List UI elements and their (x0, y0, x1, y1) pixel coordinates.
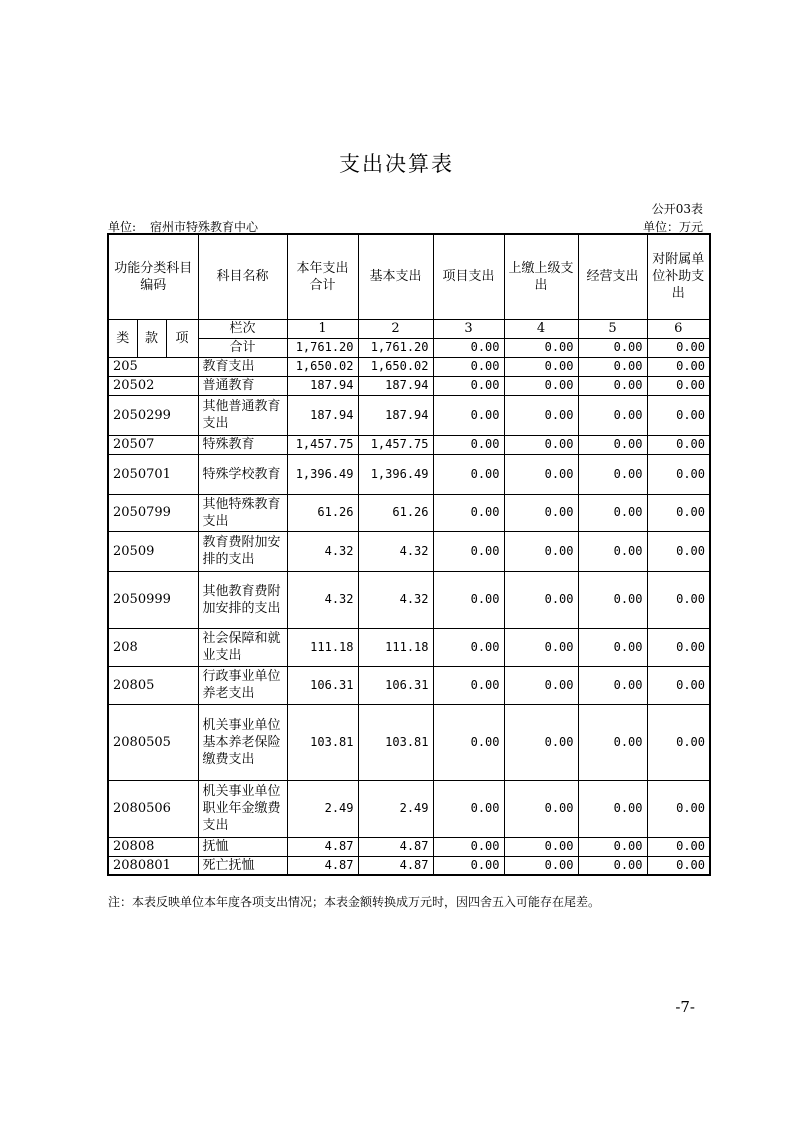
row-value: 0.00 (578, 704, 647, 780)
total-cell: 0.00 (433, 338, 504, 357)
row-value: 4.32 (358, 571, 433, 628)
row-value: 0.00 (433, 780, 504, 837)
total-cell: 1,761.20 (358, 338, 433, 357)
total-cell: 1,761.20 (287, 338, 358, 357)
row-value: 0.00 (647, 357, 710, 376)
col-number: 3 (433, 319, 504, 338)
row-code: 2050799 (108, 494, 198, 531)
row-value: 0.00 (433, 666, 504, 704)
row-code: 208 (108, 628, 198, 666)
table-row (108, 435, 710, 454)
table-row (108, 837, 710, 856)
table-number: 公开03表 (651, 202, 703, 216)
table-row (108, 628, 710, 666)
row-name: 社会保障和就业支出 (198, 628, 287, 666)
row-value: 0.00 (504, 376, 578, 395)
row-name: 其他教育费附加安排的支出 (198, 571, 287, 628)
header-remit: 上缴上级支出 (504, 234, 578, 319)
col-number: 5 (578, 319, 647, 338)
total-cell: 0.00 (578, 338, 647, 357)
row-value: 0.00 (647, 780, 710, 837)
row-value: 0.00 (647, 704, 710, 780)
table-row (108, 666, 710, 704)
row-value: 187.94 (358, 376, 433, 395)
row-value: 0.00 (433, 571, 504, 628)
row-code: 2080506 (108, 780, 198, 837)
row-name: 教育支出 (198, 357, 287, 376)
row-value: 106.31 (287, 666, 358, 704)
row-value: 0.00 (433, 395, 504, 435)
row-value: 4.32 (287, 531, 358, 571)
row-value: 4.87 (358, 837, 433, 856)
header-project: 项目支出 (433, 234, 504, 319)
row-name: 机关事业单位职业年金缴费支出 (198, 780, 287, 837)
row-value: 0.00 (578, 856, 647, 875)
row-value: 4.32 (358, 531, 433, 571)
row-value: 0.00 (433, 837, 504, 856)
row-value: 2.49 (287, 780, 358, 837)
row-name: 死亡抚恤 (198, 856, 287, 875)
row-code: 20808 (108, 837, 198, 856)
row-value: 0.00 (647, 628, 710, 666)
row-value: 0.00 (578, 780, 647, 837)
row-value: 0.00 (647, 856, 710, 875)
row-code: 2050999 (108, 571, 198, 628)
row-value: 4.87 (358, 856, 433, 875)
header-xiang: 项 (166, 319, 198, 357)
row-value: 187.94 (358, 395, 433, 435)
row-value: 0.00 (504, 454, 578, 494)
table-row (108, 395, 710, 435)
header-row (108, 234, 710, 319)
row-code: 2050299 (108, 395, 198, 435)
row-value: 0.00 (504, 395, 578, 435)
row-name: 行政事业单位养老支出 (198, 666, 287, 704)
row-value: 0.00 (578, 628, 647, 666)
row-value: 0.00 (433, 628, 504, 666)
row-value: 0.00 (504, 628, 578, 666)
row-name: 机关事业单位基本养老保险缴费支出 (198, 704, 287, 780)
row-value: 1,650.02 (287, 357, 358, 376)
row-value: 0.00 (578, 435, 647, 454)
row-name: 普通教育 (198, 376, 287, 395)
col-number: 6 (647, 319, 710, 338)
row-value: 4.32 (287, 571, 358, 628)
table-row (108, 704, 710, 780)
row-code: 20507 (108, 435, 198, 454)
row-value: 0.00 (433, 376, 504, 395)
col-number: 4 (504, 319, 578, 338)
page-title: 支出决算表 (339, 152, 454, 176)
row-name: 其他特殊教育支出 (198, 494, 287, 531)
row-value: 0.00 (578, 837, 647, 856)
row-value: 1,396.49 (358, 454, 433, 494)
total-cell: 0.00 (647, 338, 710, 357)
row-value: 1,457.75 (287, 435, 358, 454)
header-total: 本年支出合计 (287, 234, 358, 319)
row-name: 特殊学校教育 (198, 454, 287, 494)
total-label: 合计 (198, 338, 287, 357)
row-value: 0.00 (647, 454, 710, 494)
row-value: 103.81 (358, 704, 433, 780)
row-value: 0.00 (504, 780, 578, 837)
row-code: 205 (108, 357, 198, 376)
table-row (108, 376, 710, 395)
row-value: 0.00 (578, 454, 647, 494)
row-value: 0.00 (433, 494, 504, 531)
row-name: 特殊教育 (198, 435, 287, 454)
row-value: 1,457.75 (358, 435, 433, 454)
row-value: 111.18 (287, 628, 358, 666)
col-number: 1 (287, 319, 358, 338)
row-value: 103.81 (287, 704, 358, 780)
row-value: 1,396.49 (287, 454, 358, 494)
row-value: 61.26 (287, 494, 358, 531)
header-lei: 类 (108, 319, 137, 357)
row-value: 0.00 (647, 837, 710, 856)
table-row (108, 357, 710, 376)
row-value: 0.00 (578, 571, 647, 628)
row-code: 2080801 (108, 856, 198, 875)
table-row (108, 780, 710, 837)
row-value: 0.00 (433, 435, 504, 454)
col-number: 2 (358, 319, 433, 338)
row-value: 0.00 (433, 454, 504, 494)
row-value: 61.26 (358, 494, 433, 531)
row-value: 0.00 (504, 704, 578, 780)
row-value: 0.00 (647, 571, 710, 628)
header-operating: 经营支出 (578, 234, 647, 319)
row-code: 2080505 (108, 704, 198, 780)
total-row (108, 338, 710, 357)
header-lanci: 栏次 (198, 319, 287, 338)
row-value: 0.00 (578, 357, 647, 376)
row-value: 0.00 (647, 494, 710, 531)
row-value: 1,650.02 (358, 357, 433, 376)
row-value: 4.87 (287, 837, 358, 856)
row-value: 0.00 (578, 376, 647, 395)
unit-name: 宿州市特殊教育中心 (150, 220, 259, 234)
row-value: 106.31 (358, 666, 433, 704)
table-row (108, 531, 710, 571)
currency-unit: 单位：万元 (642, 220, 703, 234)
table-row (108, 856, 710, 875)
header-subsidy: 对附属单位补助支出 (647, 234, 710, 319)
header-kuan: 款 (137, 319, 166, 357)
row-value: 0.00 (578, 666, 647, 704)
row-value: 187.94 (287, 395, 358, 435)
page-number: -7- (675, 998, 695, 1016)
row-value: 187.94 (287, 376, 358, 395)
row-value: 0.00 (504, 571, 578, 628)
row-value: 0.00 (578, 395, 647, 435)
footnote: 注：本表反映单位本年度各项支出情况；本表金额转换成万元时，因四舍五入可能存在尾差。 (108, 895, 601, 909)
table-row (108, 454, 710, 494)
row-code: 20805 (108, 666, 198, 704)
row-value: 0.00 (504, 856, 578, 875)
row-value: 4.87 (287, 856, 358, 875)
row-value: 111.18 (358, 628, 433, 666)
header-name: 科目名称 (198, 234, 287, 319)
row-code: 20509 (108, 531, 198, 571)
row-value: 0.00 (578, 531, 647, 571)
row-value: 0.00 (433, 531, 504, 571)
row-value: 2.49 (358, 780, 433, 837)
row-name: 其他普通教育支出 (198, 395, 287, 435)
row-value: 0.00 (504, 494, 578, 531)
row-code: 2050701 (108, 454, 198, 494)
row-name: 教育费附加安排的支出 (198, 531, 287, 571)
total-cell: 0.00 (504, 338, 578, 357)
row-value: 0.00 (504, 666, 578, 704)
table-row (108, 494, 710, 531)
header-basic: 基本支出 (358, 234, 433, 319)
table-row (108, 571, 710, 628)
row-value: 0.00 (647, 531, 710, 571)
row-value: 0.00 (433, 357, 504, 376)
row-value: 0.00 (504, 531, 578, 571)
row-value: 0.00 (647, 435, 710, 454)
row-value: 0.00 (504, 837, 578, 856)
row-value: 0.00 (647, 666, 710, 704)
row-value: 0.00 (578, 494, 647, 531)
row-value: 0.00 (647, 376, 710, 395)
header-code: 功能分类科目编码 (108, 234, 198, 319)
column-number-row (108, 319, 710, 338)
row-name: 抚恤 (198, 837, 287, 856)
row-value: 0.00 (647, 395, 710, 435)
row-value: 0.00 (433, 704, 504, 780)
expenditure-table (107, 233, 711, 876)
row-value: 0.00 (433, 856, 504, 875)
unit-label: 单位: (108, 220, 137, 234)
row-code: 20502 (108, 376, 198, 395)
row-value: 0.00 (504, 357, 578, 376)
row-value: 0.00 (504, 435, 578, 454)
